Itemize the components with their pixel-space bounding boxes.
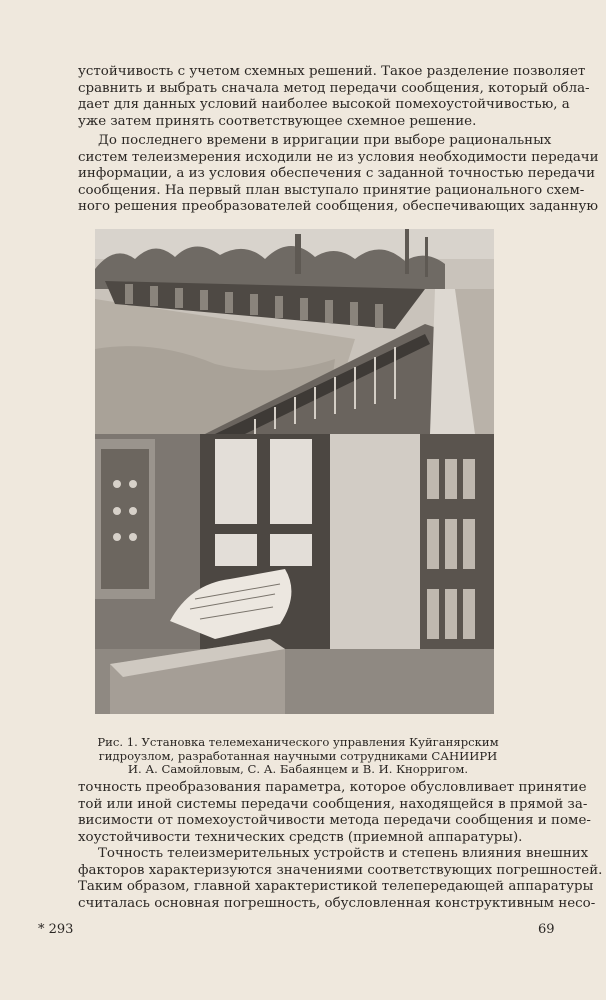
caption-line: гидроузлом, разработанная научными сотрудниками САНИИРИ (98, 748, 498, 763)
text-line: сообщения. На первый план выступало принятие рационального схем- (78, 182, 585, 198)
text-line: той или иной системы передачи сообщения, находящейся в прямой за- (78, 796, 588, 812)
text-line: считалась основная погрешность, обусловленная конструктивным несо- (78, 895, 596, 911)
text-line: ного решения преобразователей сообщения, обеспечивающих заданную (78, 199, 598, 214)
caption-line: Рис. 1. Установка телемеханического управления Куйганярским (97, 735, 499, 749)
text-line: факторов характеризуются значениями соответствующих погрешностей. (78, 862, 603, 878)
text-line: Точность телеизмерительных устройств и степень влияния внешних (98, 846, 589, 861)
text-line: Таким образом, главной характеристикой телепередающей аппаратуры (78, 879, 594, 894)
photo-illustration (95, 229, 494, 714)
text-line: точность преобразования параметра, которое обусловливает принятие (78, 780, 587, 795)
figure-caption (96, 736, 500, 777)
text-line: систем телеизмерения исходили не из условия необходимости передачи (78, 149, 599, 165)
text-line: сравнить и выбрать сначала метод передачи сообщения, который обла- (78, 80, 590, 96)
paragraph-1 (78, 64, 590, 130)
text-line: хоустойчивости технических средств (приемной аппаратуры). (78, 829, 523, 845)
paragraph-2 (78, 133, 599, 216)
text-line: устойчивость с учетом схемных решений. Такое разделение позволяет (78, 64, 586, 79)
caption-line: И. А. Самойловым, С. А. Бабаянцем и В. И. Кнорригом. (127, 762, 469, 776)
text-line: висимости от помехоустойчивости метода передачи сообщения и поме- (78, 813, 591, 828)
text-line: уже затем принять соответствующее схемное решение. (78, 113, 477, 129)
paragraph-3 (78, 780, 591, 846)
text-line: До последнего времени в ирригации при выборе рациональных (98, 133, 552, 148)
figure-photograph (95, 229, 494, 714)
page-number: 69 (538, 922, 555, 937)
paragraph-4 (78, 846, 603, 912)
text-line: дает для данных условий наиболее высокой помехоустойчивостью, а (78, 97, 570, 112)
text-line: информации, а из условия обеспечения с заданной точностью передачи (78, 166, 596, 181)
signature-mark: * 293 (38, 922, 74, 937)
